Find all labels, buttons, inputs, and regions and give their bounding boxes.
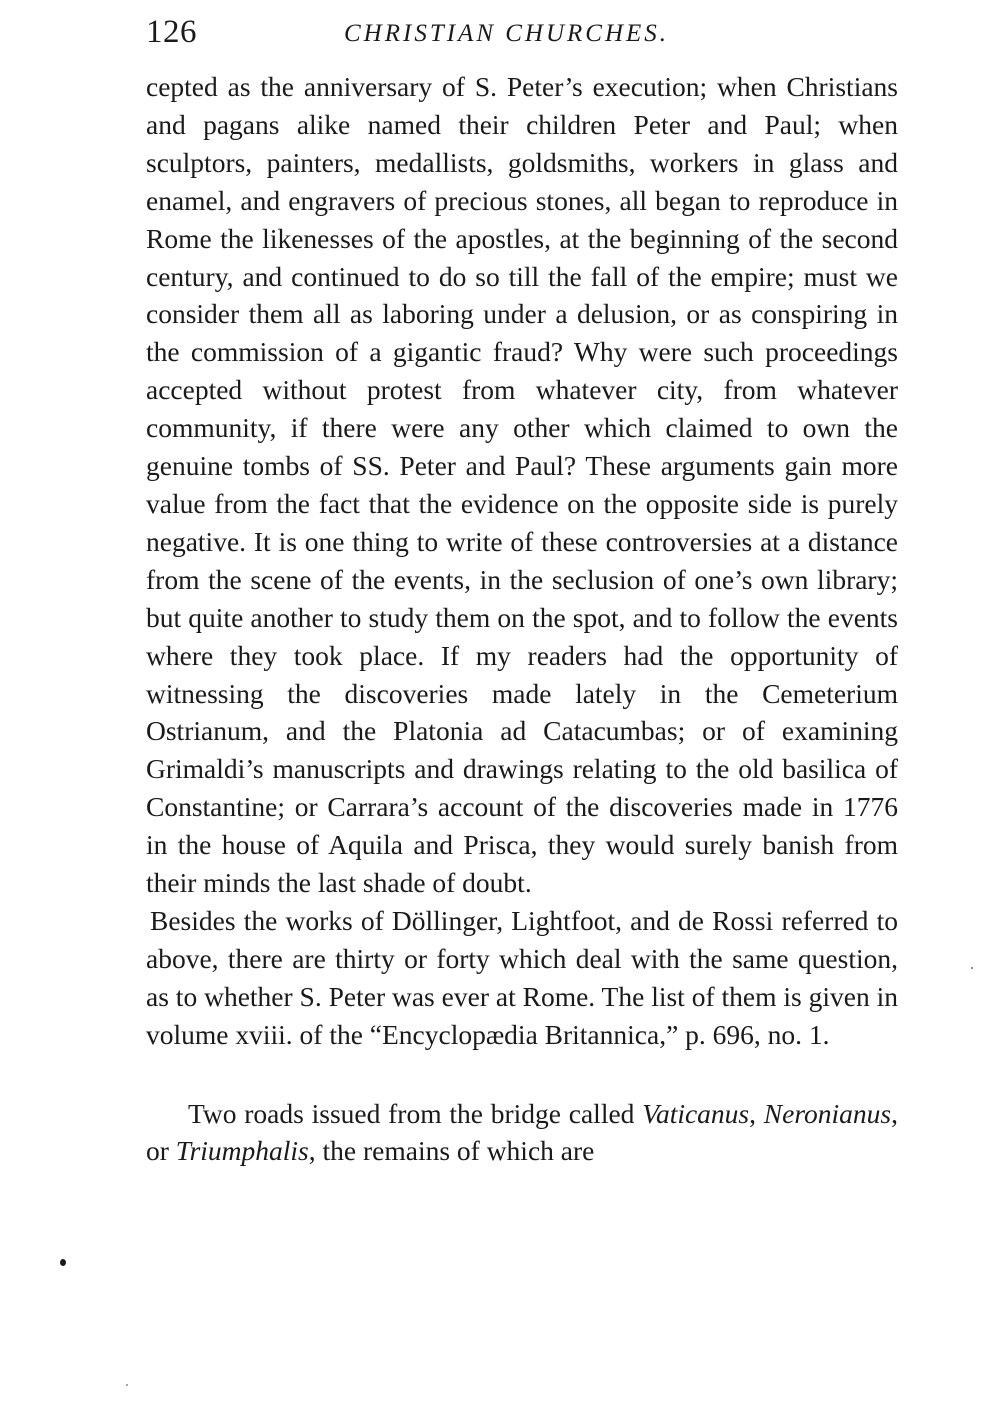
paragraph-lead-text: Two roads issued from the bridge called: [188, 1097, 643, 1129]
body-text: [146, 68, 898, 1170]
separator-text: , or: [146, 1097, 898, 1167]
paragraph-continued: cepted as the anniversary of S. Peter’s execution; when Christians and pagans alike named their children Peter and Paul; when sculptors, painters, medallists, goldsmiths, workers in glass and enamel, and engravers of precious stones, all began to reproduce in Rome the likenesses of the apostles, at the beginning of the second century, and continued to do so till the fall of the empire; must we consider them all as laboring under a delusion, or as conspiring in the commission of a gigantic fraud? Why were such proceedings accepted without protest from whatever city, from whatever community, if there were any other which claimed to own the genuine tombs of SS. Peter and Paul? These arguments gain more value from the fact that the evidence on the opposite side is purely negative. It is one thing to write of these controversies at a distance from the scene of the events, in the seclusion of one’s own library; but quite another to study them on the spot, and to follow the events where they took place. If my readers had the opportunity of witnessing the discoveries made lately in the Cemeterium Ostrianum, and the Platonia ad Catacumbas; or of examining Grimaldi’s manuscripts and drawings relating to the old basilica of Constantine; or Carrara’s account of the discoveries made in 1776 in the house of Aquila and Prisca, they would surely banish from their minds the last shade of doubt.: [146, 71, 898, 899]
paragraph-references: Besides the works of Döllinger, Lightfoot, and de Rossi referred to above, there are thirty or forty which deal with the same question, as to whether S. Peter was ever at Rome. The list of them is given in volume xviii. of the “Encyclopædia Britannica,” p. 696, no. 1.: [146, 904, 898, 1050]
margin-dot-icon: [60, 1259, 66, 1266]
running-head: [146, 12, 898, 56]
italic-term-triumphalis: Triumphalis: [175, 1135, 309, 1167]
scan-speck-icon: [126, 1384, 128, 1386]
italic-term-neronianus: Neronianus: [763, 1097, 892, 1129]
page-number: 126: [146, 14, 197, 50]
separator-text: ,: [749, 1097, 764, 1129]
italic-term-vaticanus: Vaticanus: [642, 1097, 750, 1129]
running-title: CHRISTIAN CHURCHES.: [344, 20, 670, 47]
scan-speck-icon: [971, 967, 973, 969]
paragraph-tail-text: , the remains of which are: [308, 1135, 595, 1167]
paragraph-two-roads: [146, 1095, 898, 1171]
